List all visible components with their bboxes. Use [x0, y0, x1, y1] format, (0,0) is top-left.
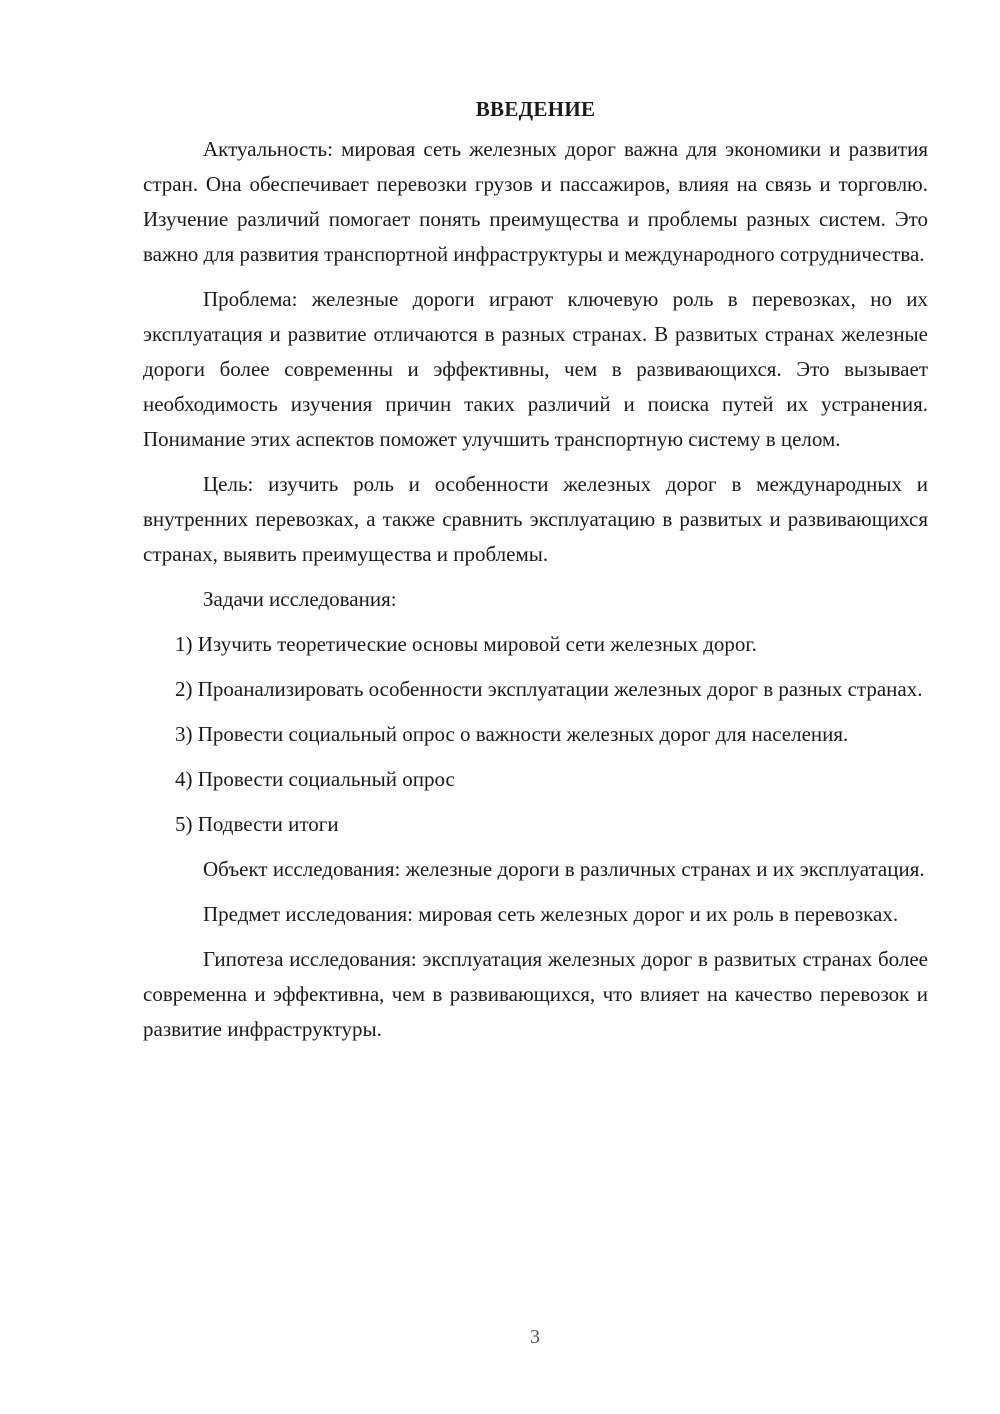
relevance-paragraph: Актуальность: мировая сеть железных дорог важна для экономики и развития стран. Она обеспечивает перевозки грузов и пассажиров, влияя на связь и торговлю. Изучение различий помогает понять преимущества и проблемы разных систем. Это важно для развития транспортной инфраструктуры и международного сотрудничества.	[143, 137, 928, 266]
task-item-1: 1) Изучить теоретические основы мировой сети железных дорог.	[175, 632, 757, 656]
problem-paragraph: Проблема: железные дороги играют ключевую роль в перевозках, но их эксплуатация и развитие отличаются в разных странах. В развитых странах железные дороги более современны и эффективны, чем в развивающихся. Это вызывает необходимость изучения причин таких различий и поиска путей их устранения. Понимание этих аспектов поможет улучшить транспортную систему в целом.	[143, 287, 928, 451]
goal-paragraph: Цель: изучить роль и особенности железных дорог в международных и внутренних перевозках, а также сравнить эксплуатацию в развитых и развивающихся странах, выявить преимущества и проблемы.	[143, 472, 928, 566]
task-item-3: 3) Провести социальный опрос о важности железных дорог для населения.	[175, 722, 849, 746]
tasks-title: Задачи исследования:	[203, 587, 397, 611]
object-paragraph: Объект исследования: железные дороги в различных странах и их эксплуатация.	[203, 857, 925, 881]
section-heading: ВВЕДЕНИЕ	[475, 97, 596, 121]
page-number: 3	[530, 1326, 540, 1348]
subject-paragraph: Предмет исследования: мировая сеть железных дорог и их роль в перевозках.	[203, 902, 899, 926]
document-page	[143, 92, 928, 1047]
task-item-4: 4) Провести социальный опрос	[175, 767, 455, 791]
task-item-2: 2) Проанализировать особенности эксплуатации железных дорог в разных странах.	[175, 677, 923, 701]
task-item-5: 5) Подвести итоги	[175, 812, 339, 836]
hypothesis-paragraph: Гипотеза исследования: эксплуатация железных дорог в развитых странах более современна и эффективна, чем в развивающихся, что влияет на качество перевозок и развитие инфраструктуры.	[143, 947, 928, 1041]
